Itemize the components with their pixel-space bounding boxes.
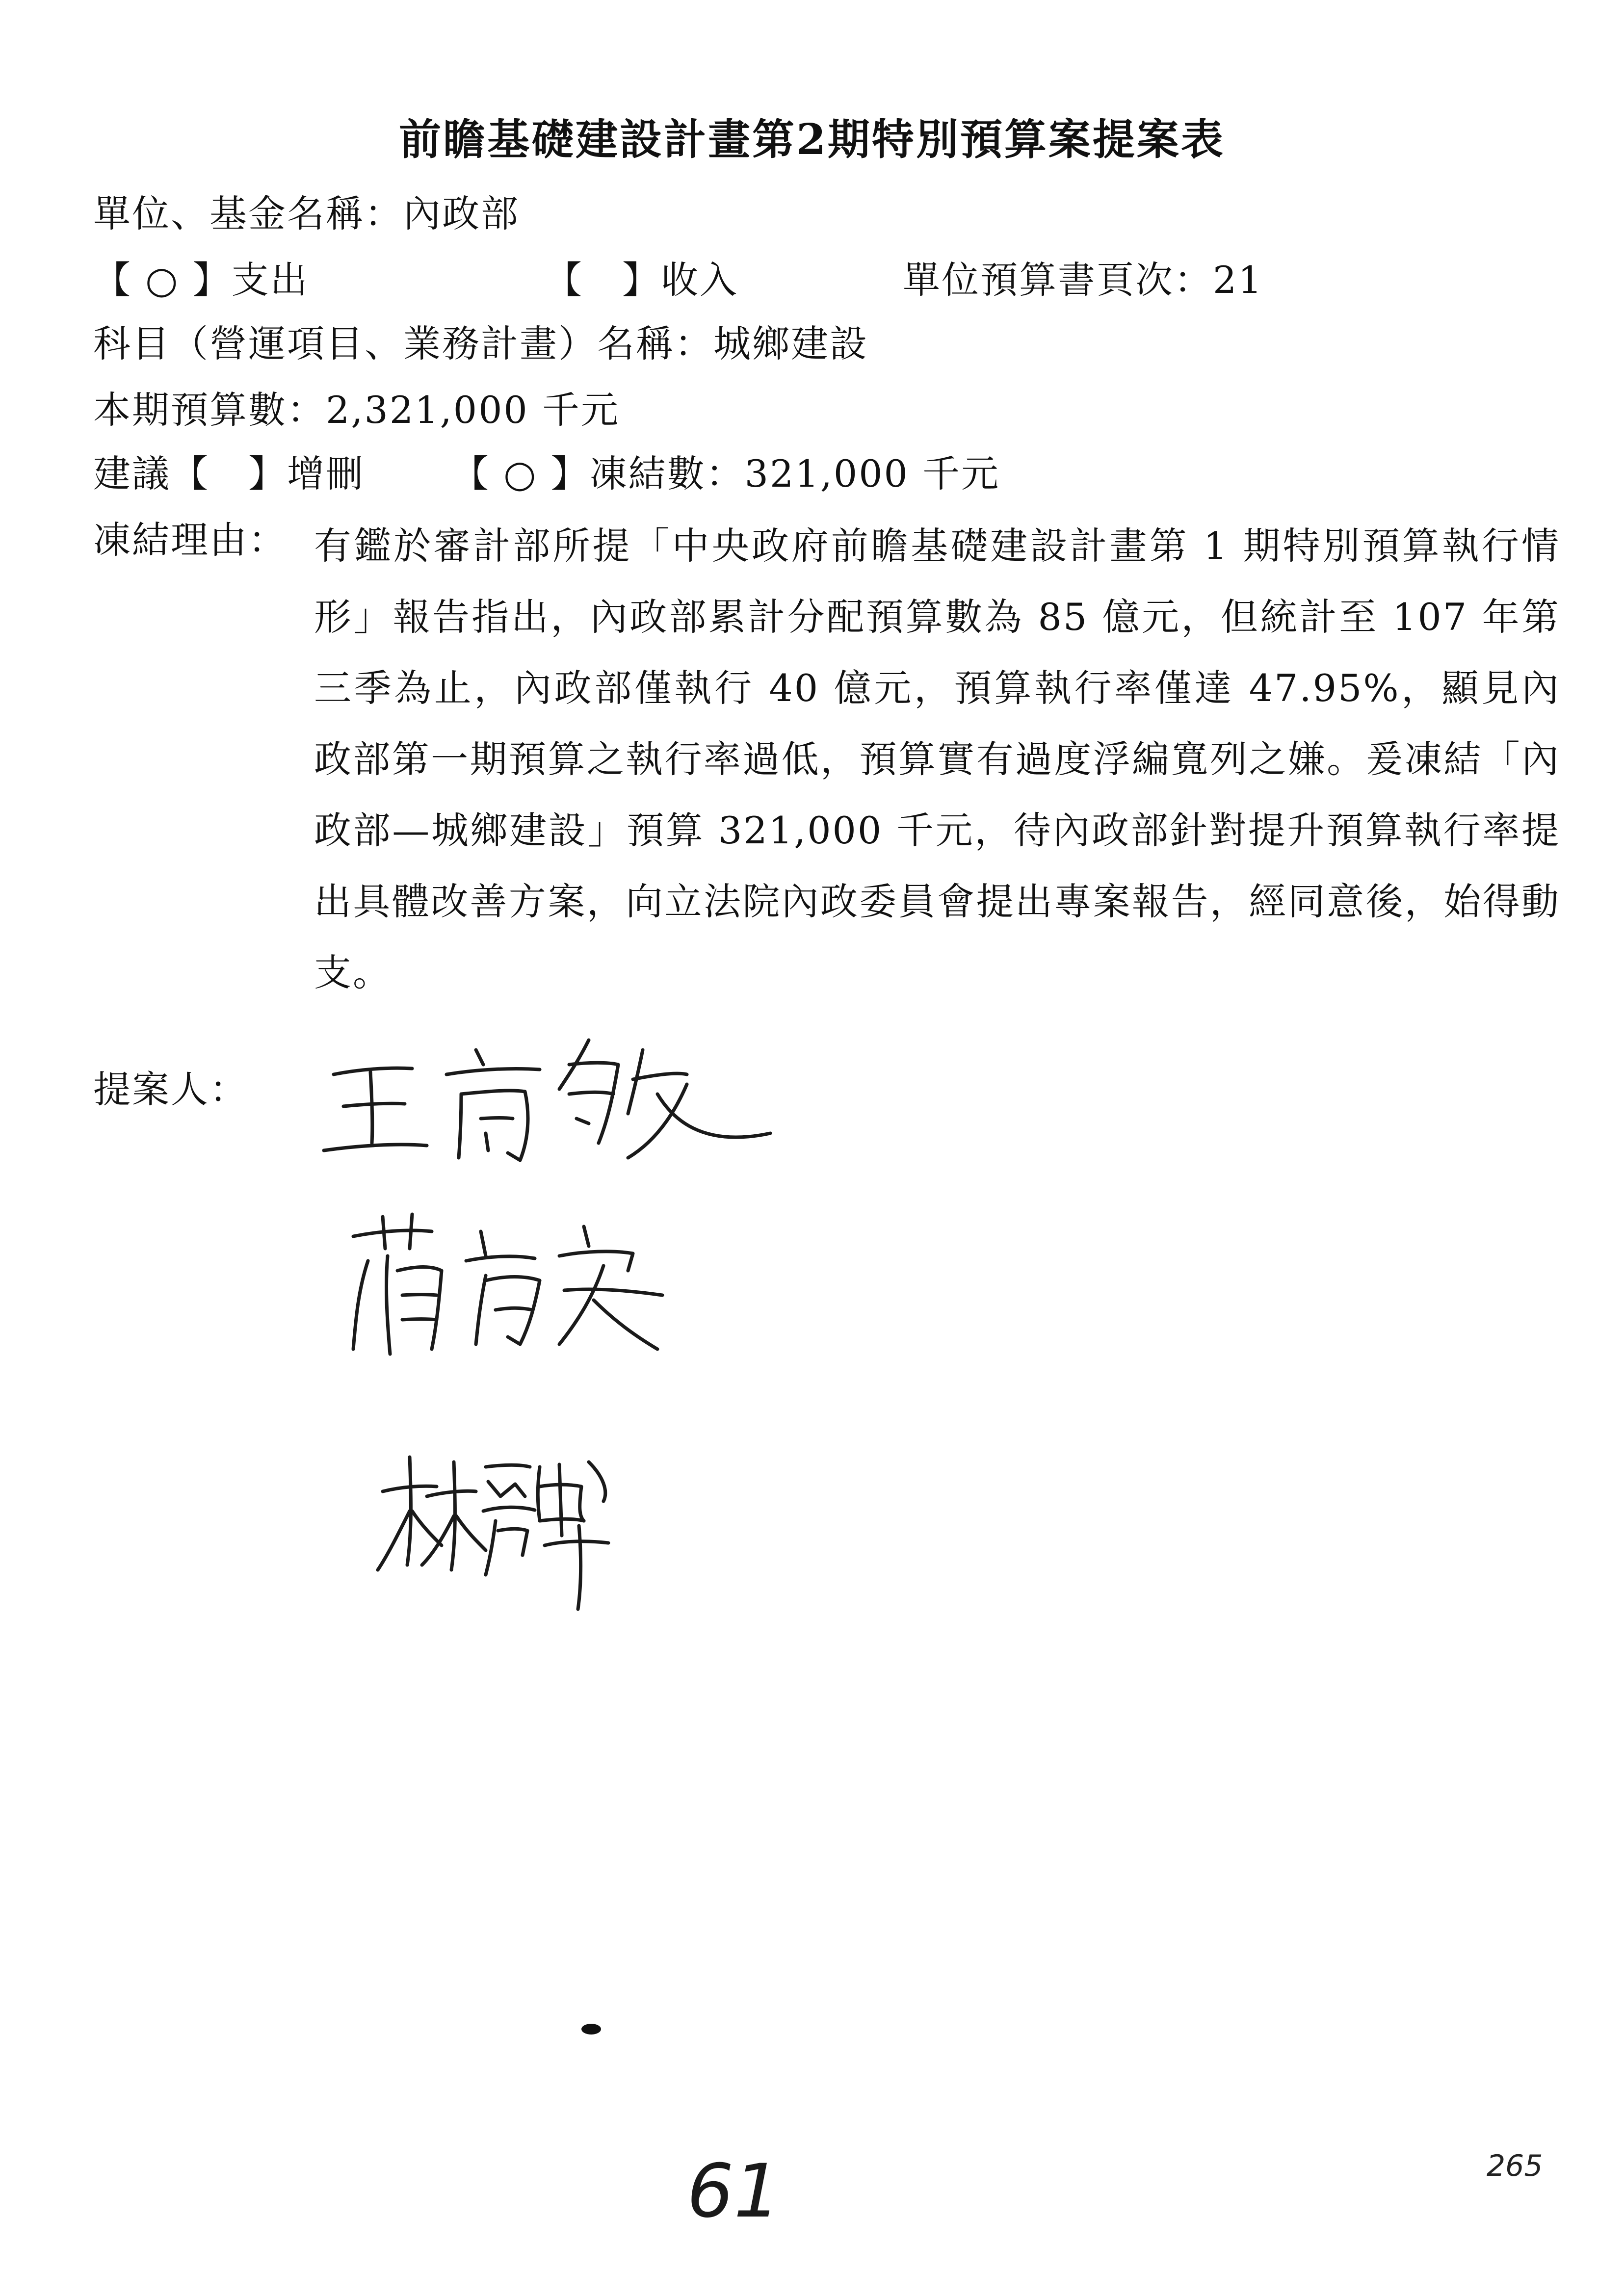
page-reference: 單位預算書頁次：21 xyxy=(903,258,1263,302)
budget-line: 本期預算數：2,321,000 千元 xyxy=(93,388,620,432)
ink-dot xyxy=(581,2024,601,2035)
signature-1 xyxy=(314,1020,785,1182)
signature-2 xyxy=(339,1202,682,1364)
handwritten-page-number: 61 xyxy=(687,2149,781,2234)
document-title: 前瞻基礎建設計畫第2期特別預算案提案表 xyxy=(399,115,1225,164)
cut-option: 建議【 】增刪 xyxy=(93,452,365,496)
expense-checkbox-label: 【 ○ 】支出 xyxy=(93,258,309,302)
reason-label: 凍結理由： xyxy=(93,518,287,562)
income-checkbox-label: 【 】收入 xyxy=(545,258,738,302)
freeze-option: 【 ○ 】凍結數：321,000 千元 xyxy=(451,452,1000,496)
handwritten-small-number: 265 xyxy=(1487,2149,1543,2183)
proposer-label: 提案人： xyxy=(93,1068,248,1111)
reason-text: 有鑑於審計部所提「中央政府前瞻基礎建設計畫第 1 期特別預算執行情形」報告指出，內政部累計分配預算數為 85 億元，但統計至 107 年第三季為止，內政部僅執行 40 億元，預算執行率僅達 47.95%，顯見內政部第一期預算之執行率過低，預算實有過度浮編寬列之嫌。爰凍結「內政部—城鄉建設」預算 321,000 千元，待內政部針對提升預算執行率提出具體改善方案，向立法院內政委員會提出專案報告，經同意後，始得動支。 xyxy=(314,524,1560,994)
subject-line: 科目（營運項目、業務計畫）名稱：城鄉建設 xyxy=(93,322,868,365)
signature-3 xyxy=(373,1437,628,1614)
unit-line: 單位、基金名稱：內政部 xyxy=(93,192,520,235)
